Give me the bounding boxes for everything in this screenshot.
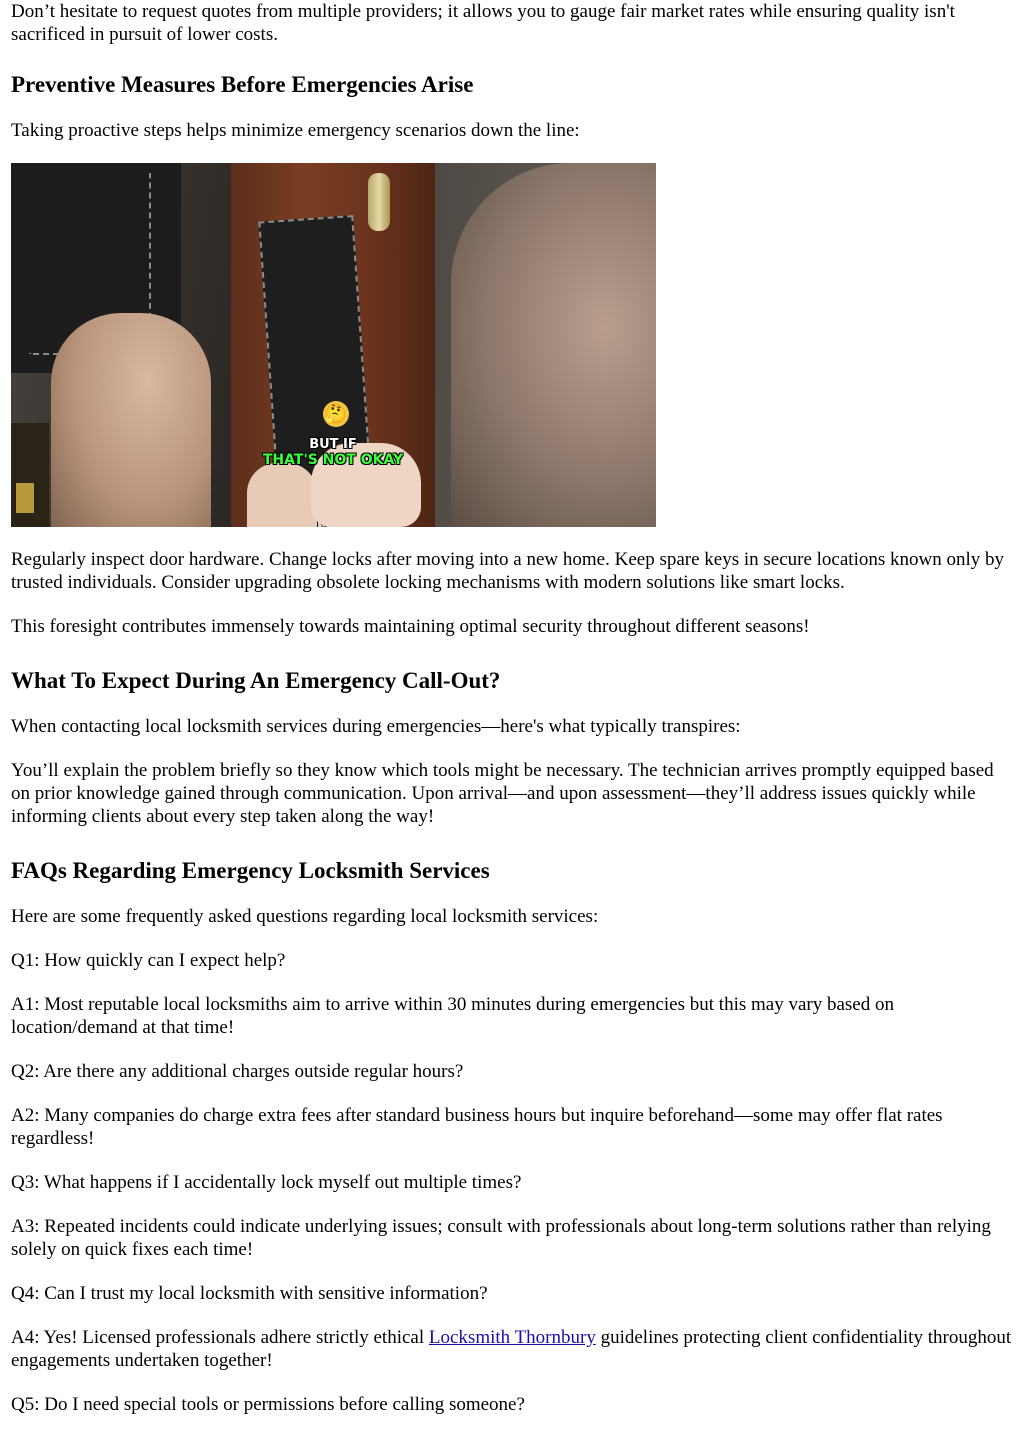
faq-answer-3: A3: Repeated incidents could indicate underlying issues; consult with professionals about long-term solutions rather than relying solely on quick fixes each time!: [11, 1216, 991, 1260]
callout-body: You’ll explain the problem briefly so they know which tools might be necessary. The technician arrives promptly equipped based on prior knowledge gained through communication. Upon arrival—and upon assessment—they’ll address issues quickly while informing clients about every step taken along the way!: [11, 760, 994, 827]
video-caption-line2: THAT'S NOT OKAY: [262, 452, 404, 468]
locksmith-thornbury-link[interactable]: Locksmith Thornbury: [428, 1327, 596, 1348]
intro-paragraph: Don’t hesitate to request quotes from multiple providers; it allows you to gauge fair market rates while ensuring quality isn't sacrificed in pursuit of lower costs.: [11, 1, 955, 45]
lockpick-video-thumbnail[interactable]: [11, 163, 656, 527]
faq-answer-4-text-before: A4: Yes! Licensed professionals adhere strictly ethical: [11, 1327, 429, 1348]
faq-lead: Here are some frequently asked questions regarding local locksmith services:: [11, 906, 599, 927]
faq-answer-4: [11, 1326, 1013, 1372]
faq-question-1: Q1: How quickly can I expect help?: [11, 950, 286, 971]
preventive-body: Regularly inspect door hardware. Change locks after moving into a new home. Keep spare keys in secure locations known only by trusted individuals. Consider upgrading obsolete locking mechanisms with modern solutions like smart locks.: [11, 549, 1005, 593]
faq-question-3: Q3: What happens if I accidentally lock myself out multiple times?: [11, 1172, 522, 1193]
faq-answer-1: A1: Most reputable local locksmiths aim to arrive within 30 minutes during emergencies but this may vary based on location/demand at that time!: [11, 994, 894, 1038]
preventive-closing: This foresight contributes immensely towards maintaining optimal security throughout different seasons!: [11, 616, 810, 637]
faq-question-5: Q5: Do I need special tools or permissions before calling someone?: [11, 1394, 525, 1415]
faq-answer-2: A2: Many companies do charge extra fees after standard business hours but inquire beforehand—some may offer flat rates regardless!: [11, 1105, 943, 1149]
thinking-face-icon: 🤔: [323, 401, 349, 427]
heading-emergency-callout: What To Expect During An Emergency Call-Out?: [11, 668, 501, 693]
hand-right-icon: [451, 163, 656, 527]
heading-faqs: FAQs Regarding Emergency Locksmith Services: [11, 858, 490, 883]
callout-lead: When contacting local locksmith services during emergencies—here's what typically transpires:: [11, 716, 741, 737]
hand-left-icon: [51, 313, 211, 527]
preventive-lead: Taking proactive steps helps minimize emergency scenarios down the line:: [11, 120, 580, 141]
thumb-icon: [247, 463, 317, 527]
heading-preventive-measures: Preventive Measures Before Emergencies Arise: [11, 72, 474, 97]
faq-question-4: Q4: Can I trust my local locksmith with sensitive information?: [11, 1283, 488, 1304]
faq-question-2: Q2: Are there any additional charges outside regular hours?: [11, 1061, 464, 1082]
video-caption-line1: BUT IF: [309, 437, 357, 452]
lock-cylinder-icon: [368, 173, 390, 231]
door-hardware-strip: [16, 483, 34, 513]
faq-answer-4-text-after: guidelines protecting client confidentiality throughout engagements undertaken together!: [11, 1327, 1012, 1371]
